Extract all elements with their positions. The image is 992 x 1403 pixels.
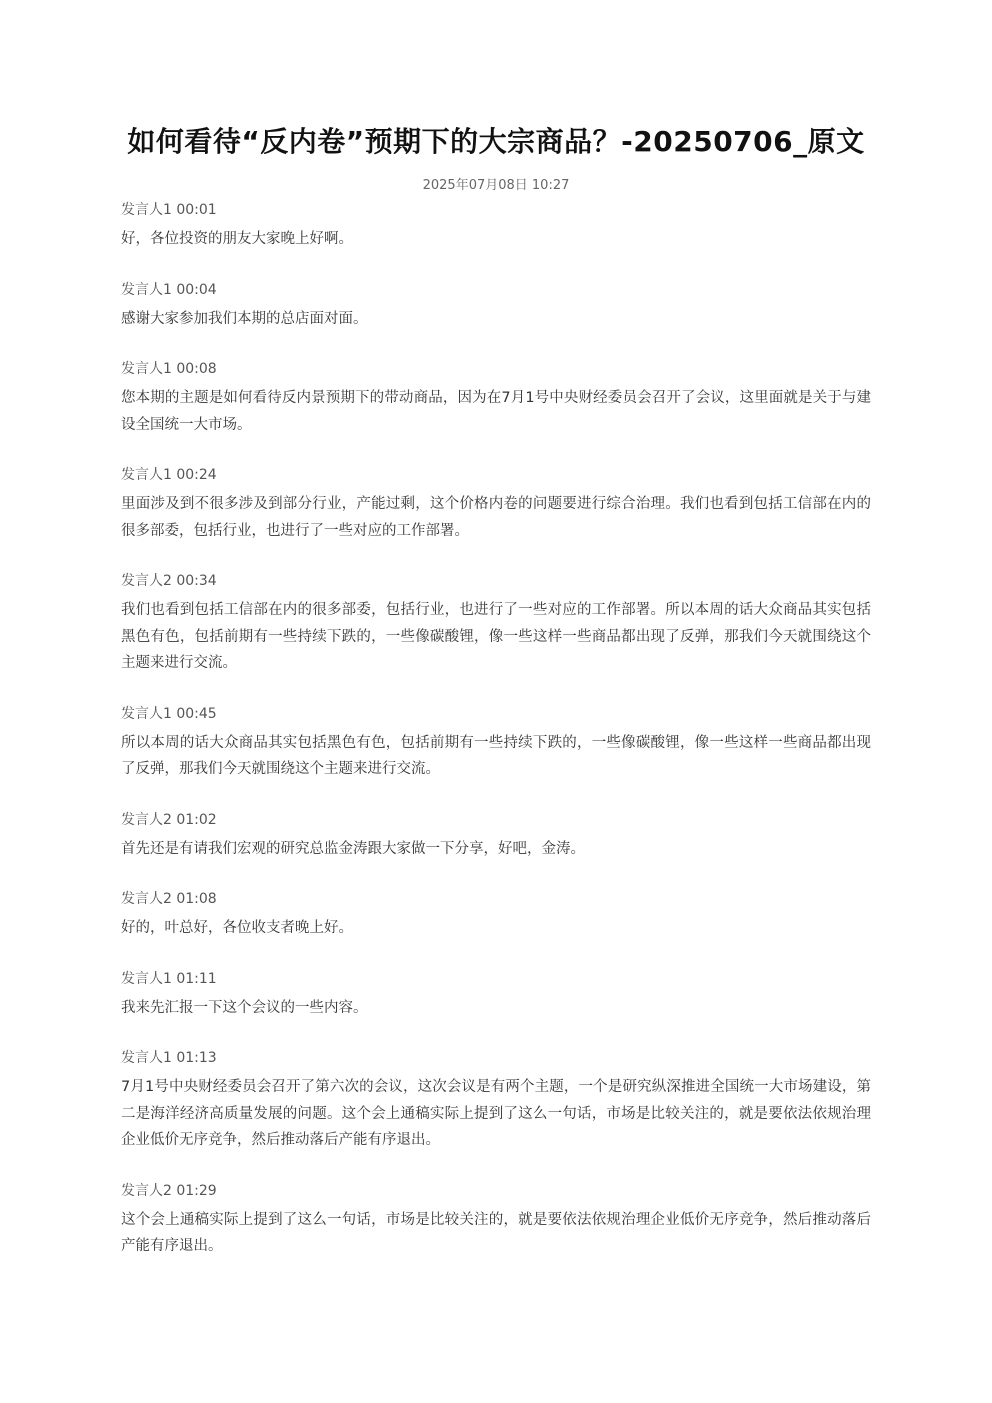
- speaker-timestamp: 发言人2 01:08: [121, 891, 217, 907]
- transcript-entry: [121, 1181, 871, 1260]
- speaker-timestamp: 发言人1 00:45: [121, 705, 217, 722]
- transcript: [121, 200, 871, 1287]
- document-date: 2025年07月08日 10:27: [422, 178, 570, 193]
- transcript-entry: [121, 571, 871, 677]
- document-title: 如何看待“反内卷”预期下的大宗商品？-20250706_原文: [127, 125, 865, 158]
- transcript-entry: [121, 704, 871, 783]
- transcript-entry: [121, 810, 871, 863]
- speaker-timestamp: 发言人1 01:11: [121, 970, 217, 987]
- transcript-entry: [121, 1048, 871, 1154]
- utterance-text: 感谢大家参加我们本期的总店面对面。: [121, 310, 368, 327]
- transcript-entry: [121, 465, 871, 544]
- utterance-text: 里面涉及到不很多涉及到部分行业，产能过剩，这个价格内卷的问题要进行综合治理。我们也看到包括工信部在内的很多部委，包括行业，也进行了一些对应的工作部署。: [121, 496, 871, 539]
- speaker-timestamp: 发言人2 01:29: [121, 1182, 217, 1199]
- transcript-entry: [121, 280, 871, 333]
- utterance-text: 首先还是有请我们宏观的研究总监金涛跟大家做一下分享，好吧，金涛。: [121, 840, 585, 857]
- utterance-text: 我们也看到包括工信部在内的很多部委，包括行业，也进行了一些对应的工作部署。所以本周的话大众商品其实包括黑色有色，包括前期有一些持续下跌的，一些像碳酸锂，像一些这样一些商品都出现了反弹，那我们今天就围绕这个主题来进行交流。: [121, 602, 871, 671]
- speaker-timestamp: 发言人1 00:24: [121, 467, 217, 483]
- speaker-timestamp: 发言人2 00:34: [121, 573, 217, 589]
- transcript-entry: [121, 200, 871, 253]
- utterance-text: 这个会上通稿实际上提到了这么一句话，市场是比较关注的，就是要依法依规治理企业低价无序竞争，然后推动落后产能有序退出。: [121, 1211, 871, 1254]
- speaker-timestamp: 发言人1 00:04: [121, 281, 217, 298]
- utterance-text: 7月1号中央财经委员会召开了第六次的会议，这次会议是有两个主题，一个是研究纵深推进全国统一大市场建设，第二是海洋经济高质量发展的问题。这个会上通稿实际上提到了这么一句话，市场是比较关注的，就是要依法依规治理企业低价无序竞争，然后推动落后产能有序退出。: [121, 1079, 871, 1148]
- transcript-entry: [121, 889, 871, 942]
- utterance-text: 所以本周的话大众商品其实包括黑色有色，包括前期有一些持续下跌的，一些像碳酸锂，像一些这样一些商品都出现了反弹，那我们今天就围绕这个主题来进行交流。: [121, 734, 871, 777]
- transcript-entry: [121, 359, 871, 438]
- speaker-timestamp: 发言人1 01:13: [121, 1050, 217, 1066]
- speaker-timestamp: 发言人1 00:01: [121, 202, 217, 218]
- speaker-timestamp: 发言人2 01:02: [121, 811, 217, 828]
- utterance-text: 我来先汇报一下这个会议的一些内容。: [121, 999, 368, 1016]
- utterance-text: 好，各位投资的朋友大家晚上好啊。: [121, 231, 353, 247]
- utterance-text: 好的，叶总好，各位收支者晚上好。: [121, 920, 353, 936]
- speaker-timestamp: 发言人1 00:08: [121, 361, 217, 377]
- transcript-entry: [121, 969, 871, 1022]
- utterance-text: 您本期的主题是如何看待反内景预期下的带动商品，因为在7月1号中央财经委员会召开了会议，这里面就是关于与建设全国统一大市场。: [121, 390, 871, 433]
